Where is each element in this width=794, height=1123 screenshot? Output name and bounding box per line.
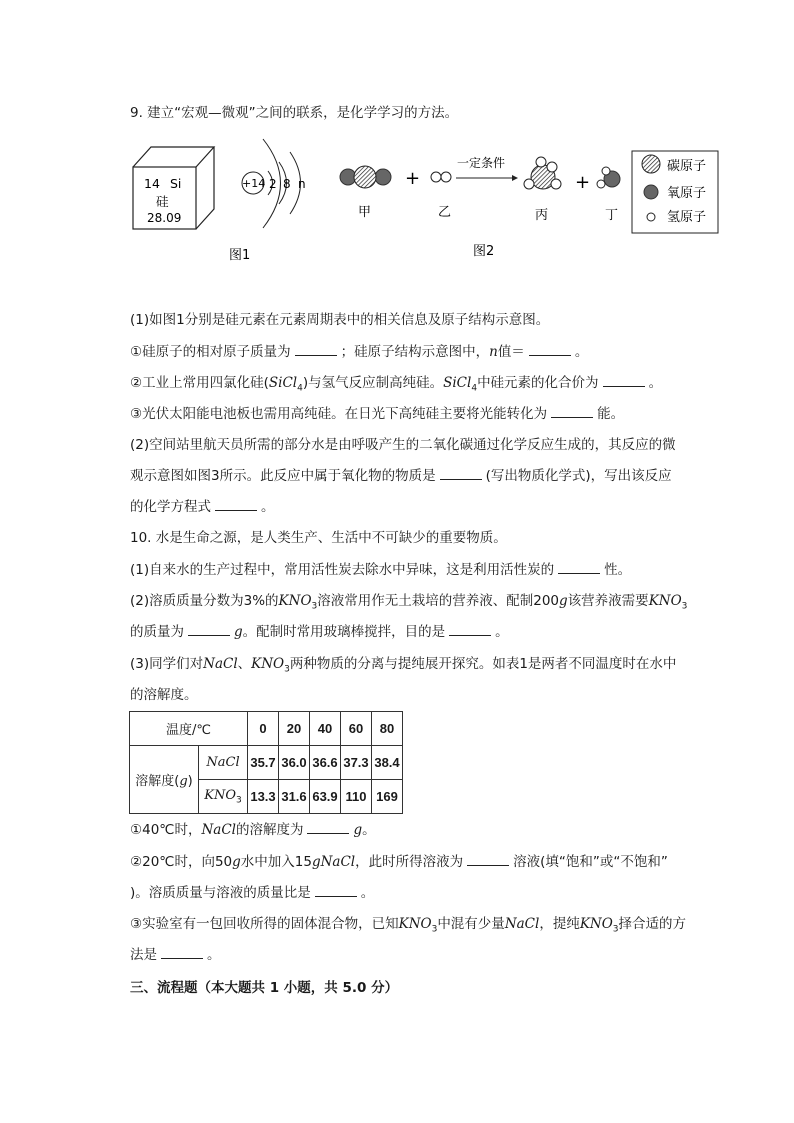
q10-sub3b: 法是 。: [130, 947, 221, 963]
molecule-yi-h2: [431, 172, 451, 182]
element-number: 14: [144, 176, 160, 191]
temp-cell: 0: [248, 712, 279, 746]
table-cell: 13.3: [248, 780, 279, 814]
q9-part1: (1)如图1分别是硅元素在元素周期表中的相关信息及原子结构示意图。: [130, 312, 550, 328]
plus-sign-2: +: [575, 172, 591, 193]
element-name: 硅: [156, 194, 169, 209]
nucleus-charge: +14: [242, 177, 266, 190]
q10-part1: (1)自来水的生产过程中，常用活性炭去除水中异味，这是利用活性炭的 性。: [130, 562, 632, 578]
q9-part2b: 观示意图如图3所示。此反应中属于氧化物的物质是 (写出物质化学式)，写出该反应: [130, 468, 672, 484]
molecule-jia-co2: [340, 166, 391, 188]
table-cell: 35.7: [248, 746, 279, 780]
table-row: [130, 712, 403, 746]
temp-cell: 80: [372, 712, 403, 746]
answer-blank[interactable]: [603, 374, 645, 387]
legend-carbon-icon: [642, 155, 660, 173]
answer-blank[interactable]: [467, 853, 509, 866]
q9-part2a: (2)空间站里航天员所需的部分水是由呼吸产生的二氧化碳通过化学反应生成的，其反应的微: [130, 437, 676, 453]
answer-blank[interactable]: [449, 623, 491, 636]
element-symbol: Si: [170, 176, 182, 191]
reaction-condition: 一定条件: [457, 156, 506, 170]
fig2-caption: 图2: [473, 244, 495, 259]
q9-figures: [0, 0, 794, 290]
answer-blank[interactable]: [215, 498, 257, 511]
molecule-bing-ch4: [524, 157, 561, 189]
answer-blank[interactable]: [315, 884, 357, 897]
legend-hydrogen: 氢原子: [667, 210, 707, 225]
solubility-table: [129, 711, 403, 814]
fig1-caption: 图1: [229, 248, 251, 263]
table-cell: 36.0: [279, 746, 310, 780]
answer-blank[interactable]: [188, 623, 230, 636]
q10-part2b: 的质量为 g。配制时常用玻璃棒搅拌，目的是 。: [130, 624, 509, 640]
table-cell: 63.9: [310, 780, 341, 814]
kno3-label: $KNO_3$: [199, 780, 248, 814]
answer-blank[interactable]: [161, 946, 203, 959]
temp-cell: 40: [310, 712, 341, 746]
legend-carbon: 碳原子: [667, 159, 707, 174]
answer-blank[interactable]: [529, 343, 571, 356]
table-cell: 36.6: [310, 746, 341, 780]
molecule-ding-h2o: [597, 167, 620, 188]
temp-cell: 20: [279, 712, 310, 746]
label-ding: 丁: [605, 208, 619, 223]
q9-part1a: ①硅原子的相对原子质量为 ；硅原子结构示意图中，n值＝ 。: [130, 344, 589, 360]
answer-blank[interactable]: [558, 561, 600, 574]
q10-sub1: ①40℃时，NaCl的溶解度为 g。: [130, 822, 376, 838]
table-cell: 31.6: [279, 780, 310, 814]
label-yi: 乙: [438, 205, 452, 220]
q9-part1c: ③光伏太阳能电池板也需用高纯硅。在日光下高纯硅主要将光能转化为 能。: [130, 406, 625, 422]
q10-heading: 10. 水是生命之源，是人类生产、生活中不可缺少的重要物质。: [130, 530, 507, 546]
table-row: [130, 746, 403, 780]
q10-sub2: ②20℃时，向50g水中加入15gNaCl，此时所得溶液为 溶液(填“饱和”或“不饱和”: [130, 854, 668, 870]
table-cell: 37.3: [341, 746, 372, 780]
shell-3-electrons: n: [298, 177, 306, 191]
element-mass: 28.09: [147, 211, 182, 225]
q10-part3a: (3)同学们对NaCl、$KNO_3$两种物质的分离与提纯展开探究。如表1是两者不同温度时在水中: [130, 656, 677, 675]
shell-2-electrons: 8: [283, 177, 291, 191]
reaction-arrow-head: [512, 175, 518, 181]
table-cell: 110: [341, 780, 372, 814]
q10-part2a: (2)溶质质量分数为3%的$KNO_3$溶液常用作无土栽培的营养液、配制200g该营养液需要$KNO_3$: [130, 593, 688, 612]
label-jia: 甲: [358, 205, 372, 220]
q9-part1b: ②工业上常用四氯化硅(SiCl$_4$)与氢气反应制高纯硅。SiCl$_4$中硅元素的化合价为 。: [130, 375, 663, 394]
table-cell: 38.4: [372, 746, 403, 780]
nacl-label: NaCl: [199, 746, 248, 780]
answer-blank[interactable]: [551, 405, 593, 418]
q10-sub3: ③实验室有一包回收所得的固体混合物，已知$KNO_3$中混有少量NaCl，提纯$KNO_3$择合适的方: [130, 916, 687, 935]
q9-part2c: 的化学方程式 。: [130, 499, 275, 515]
answer-blank[interactable]: [440, 467, 482, 480]
solubility-label: 溶解度(g): [130, 746, 199, 814]
plus-sign-1: +: [405, 168, 421, 189]
legend-hydrogen-icon: [647, 213, 655, 221]
section-heading: 三、流程题（本大题共 1 小题，共 5.0 分）: [130, 980, 399, 996]
temp-header: 温度/℃: [130, 712, 248, 746]
label-bing: 丙: [535, 208, 549, 223]
legend-oxygen: 氧原子: [667, 186, 707, 201]
answer-blank[interactable]: [295, 343, 337, 356]
answer-blank[interactable]: [307, 821, 349, 834]
temp-cell: 60: [341, 712, 372, 746]
table-cell: 169: [372, 780, 403, 814]
legend-oxygen-icon: [644, 185, 658, 199]
shell-1-electrons: 2: [269, 177, 277, 191]
q10-sub2b: )。溶质质量与溶液的质量比是 。: [130, 885, 375, 901]
q10-part3b: 的溶解度。: [130, 687, 198, 703]
q9-heading: 9. 建立“宏观—微观”之间的联系，是化学学习的方法。: [130, 105, 459, 121]
